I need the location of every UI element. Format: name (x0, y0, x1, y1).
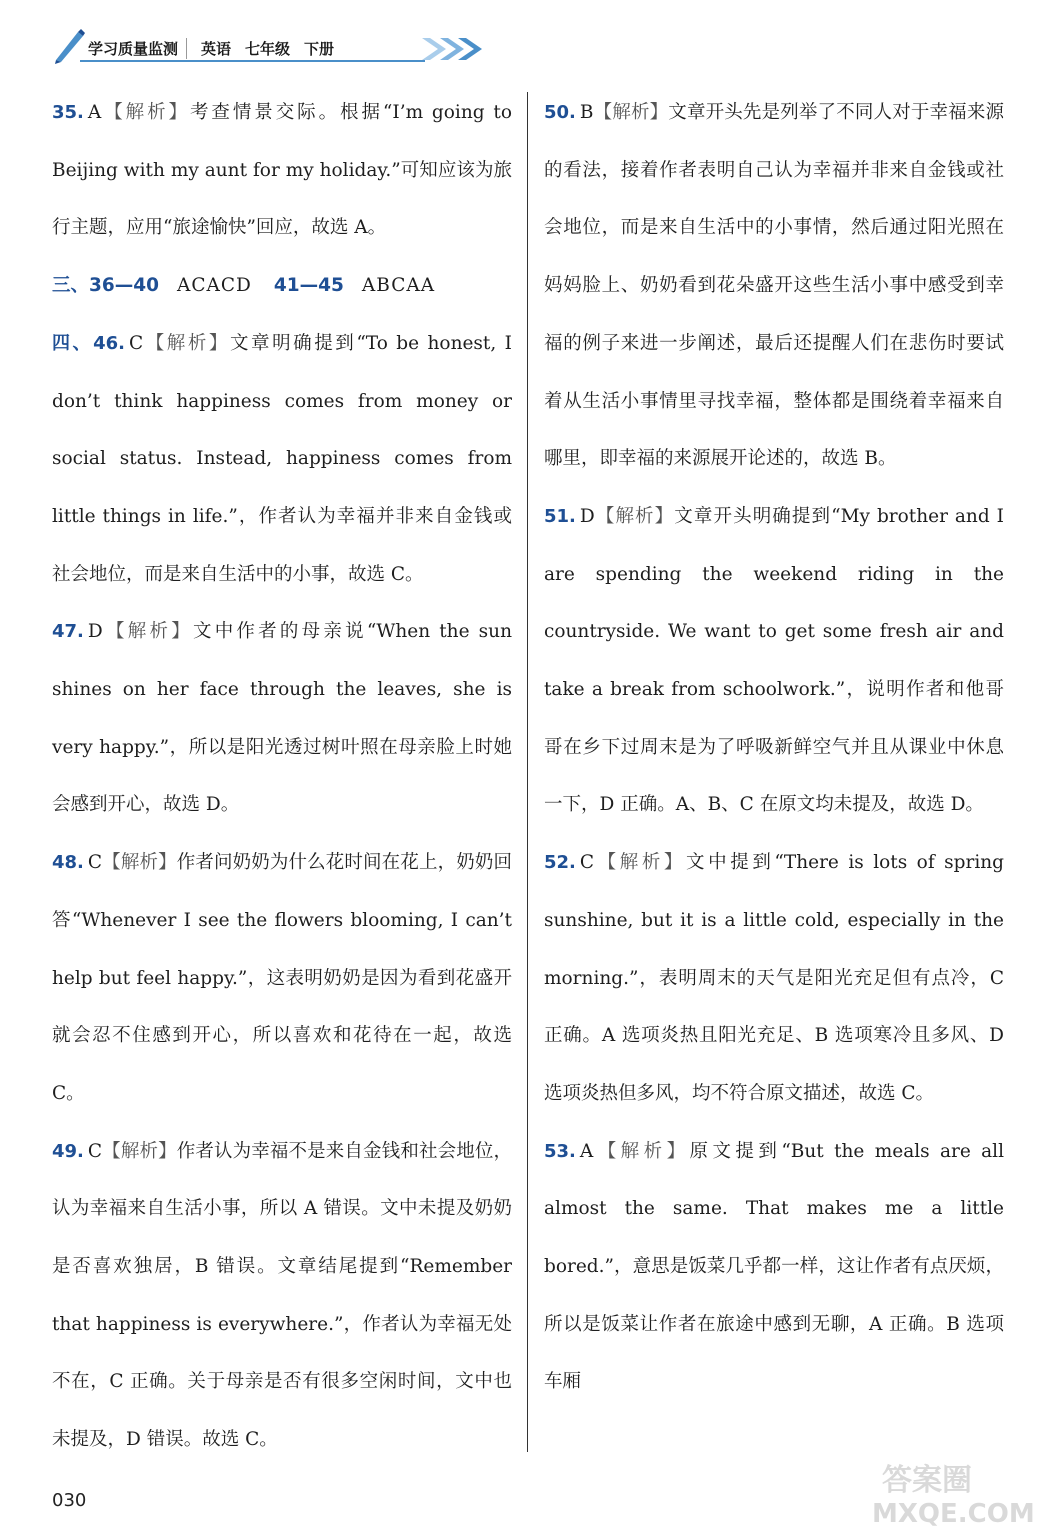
chevron-right-icon (420, 36, 492, 62)
analysis-tag: 【解析】 (101, 102, 190, 123)
question-number: 53. (544, 1140, 576, 1162)
section-label: 四、 (52, 332, 94, 354)
answer-item-50 (544, 84, 1004, 488)
page-header (52, 28, 452, 64)
answer-item-51 (544, 488, 1004, 834)
section-three-answers (52, 257, 512, 315)
answer-letter: C (129, 332, 144, 354)
answer-letter: C (579, 852, 595, 874)
answer-sequence: ABCAA (361, 275, 436, 297)
analysis-text: 原文提到“But the meals are all almost the same. That makes me a little bored.”，意思是饭菜几乎都一样，这让作者有点厌烦，所以是饭菜让作者在旅途中感到无聊，A 正确。B 选项车厢 (544, 1140, 1004, 1393)
question-number: 48. (52, 852, 84, 874)
subject-label: 英语 (201, 39, 232, 58)
analysis-text: 作者认为幸福不是来自金钱和社会地位，认为幸福来自生活小事，所以 A 错误。文中未提及奶奶是否喜欢独居，B 错误。文章结尾提到“Remember that happiness is everywhere.”，作者认为幸福无处不在，C 正确。关于母亲是否有很多空闲时间，文中也未提及，D 错误。故选 C。 (52, 1140, 512, 1451)
analysis-text: 文章明确提到“To be honest, I don’t think happiness comes from money or social status. Instead, happiness comes from little things in life.”，作者认为幸福并非来自金钱或社会地位，而是来自生活中的小事，故选 C。 (52, 332, 512, 585)
range-label: 41—45 (273, 275, 344, 297)
question-number: 47. (52, 621, 84, 643)
volume-label: 下册 (304, 39, 335, 58)
analysis-tag: 【解析】 (102, 1140, 177, 1162)
answer-letter: C (87, 852, 103, 874)
answer-sequence: ACACD (177, 275, 252, 297)
answer-item-48 (52, 834, 512, 1123)
watermark-line2: MXQE.COM (872, 1499, 1035, 1529)
analysis-text: 文中作者的母亲说“When the sun shines on her face through the leaves, she is very happy.”，所以是阳光透过树叶照在母亲脸上时她会感到开心，故选 D。 (52, 621, 512, 816)
answer-item-49 (52, 1123, 512, 1469)
question-number: 46. (93, 332, 126, 354)
question-number: 35. (52, 102, 84, 123)
analysis-tag: 【解析】 (593, 1140, 690, 1162)
question-number: 51. (544, 505, 576, 527)
answer-item-53 (544, 1123, 1004, 1412)
header-bar (80, 36, 425, 62)
column-divider (527, 92, 528, 1452)
right-column (544, 84, 1004, 1411)
range-label: 36—40 (89, 275, 160, 297)
answer-item-46 (52, 315, 512, 604)
analysis-tag: 【解析】 (594, 852, 687, 874)
answer-letter: D (87, 621, 103, 643)
answer-letter: A (87, 102, 102, 123)
analysis-tag: 【解析】 (102, 621, 193, 643)
answer-item-52 (544, 834, 1004, 1123)
question-number: 50. (544, 102, 576, 123)
analysis-tag: 【解析】 (593, 102, 669, 123)
analysis-text: 文中提到“There is lots of spring sunshine, but it is a little cold, especially in the morning.”，表明周末的天气是阳光充足但有点冷，C 正确。A 选项炎热且阳光充足、B 选项寒冷且多风、D 选项炎热但多风，均不符合原文描述，故选 C。 (544, 852, 1004, 1104)
page-number: 030 (52, 1490, 87, 1511)
question-number: 52. (544, 852, 576, 874)
question-number: 49. (52, 1140, 84, 1162)
answer-letter: D (579, 505, 595, 527)
analysis-text: 文章开头先是列举了不同人对于幸福来源的看法，接着作者表明自己认为幸福并非来自金钱或社会地位，而是来自生活中的小事情，然后通过阳光照在妈妈脸上、奶奶看到花朵盛开这些生活小事中感受到幸福的例子来进一步阐述，最后还提醒人们在悲伤时要试着从生活小事情里寻找幸福，整体都是围绕着幸福来自哪里，即幸福的来源展开论述的，故选 B。 (544, 102, 1004, 470)
watermark-line1: 答案圈 (882, 1463, 972, 1498)
grade-label: 七年级 (245, 39, 291, 58)
analysis-tag: 【解析】 (102, 852, 177, 874)
answer-letter: A (579, 1140, 594, 1162)
analysis-tag: 【解析】 (143, 332, 230, 354)
watermark-logo (842, 1460, 1042, 1530)
answer-item-35 (52, 84, 512, 257)
answer-letter: C (87, 1140, 103, 1162)
answer-letter: B (579, 102, 594, 123)
answer-item-47 (52, 603, 512, 834)
analysis-text: 作者问奶奶为什么花时间在花上，奶奶回答“Whenever I see the flowers blooming, I can’t help but feel happy.”，这表明奶奶是因为看到花盛开就会忍不住感到开心，所以喜欢和花待在一起，故选 C。 (52, 852, 512, 1104)
analysis-text: 考查情景交际。根据“I’m going to Beijing with my aunt for my holiday.”可知应该为旅行主题，应用“旅途愉快”回应，故选 A。 (52, 102, 512, 239)
analysis-tag: 【解析】 (594, 505, 675, 527)
analysis-text: 文章开头明确提到“My brother and I are spending the weekend riding in the countryside. We want to get some fresh air and take a break from schoolwork.”，说明作者和他哥哥在乡下过周末是为了呼吸新鲜空气并且从课业中休息一下，D 正确。A、B、C 在原文均未提及，故选 D。 (544, 505, 1004, 816)
left-column (52, 84, 512, 1469)
section-label: 三、 (52, 275, 90, 297)
book-title: 学习质量监测 (80, 38, 187, 59)
